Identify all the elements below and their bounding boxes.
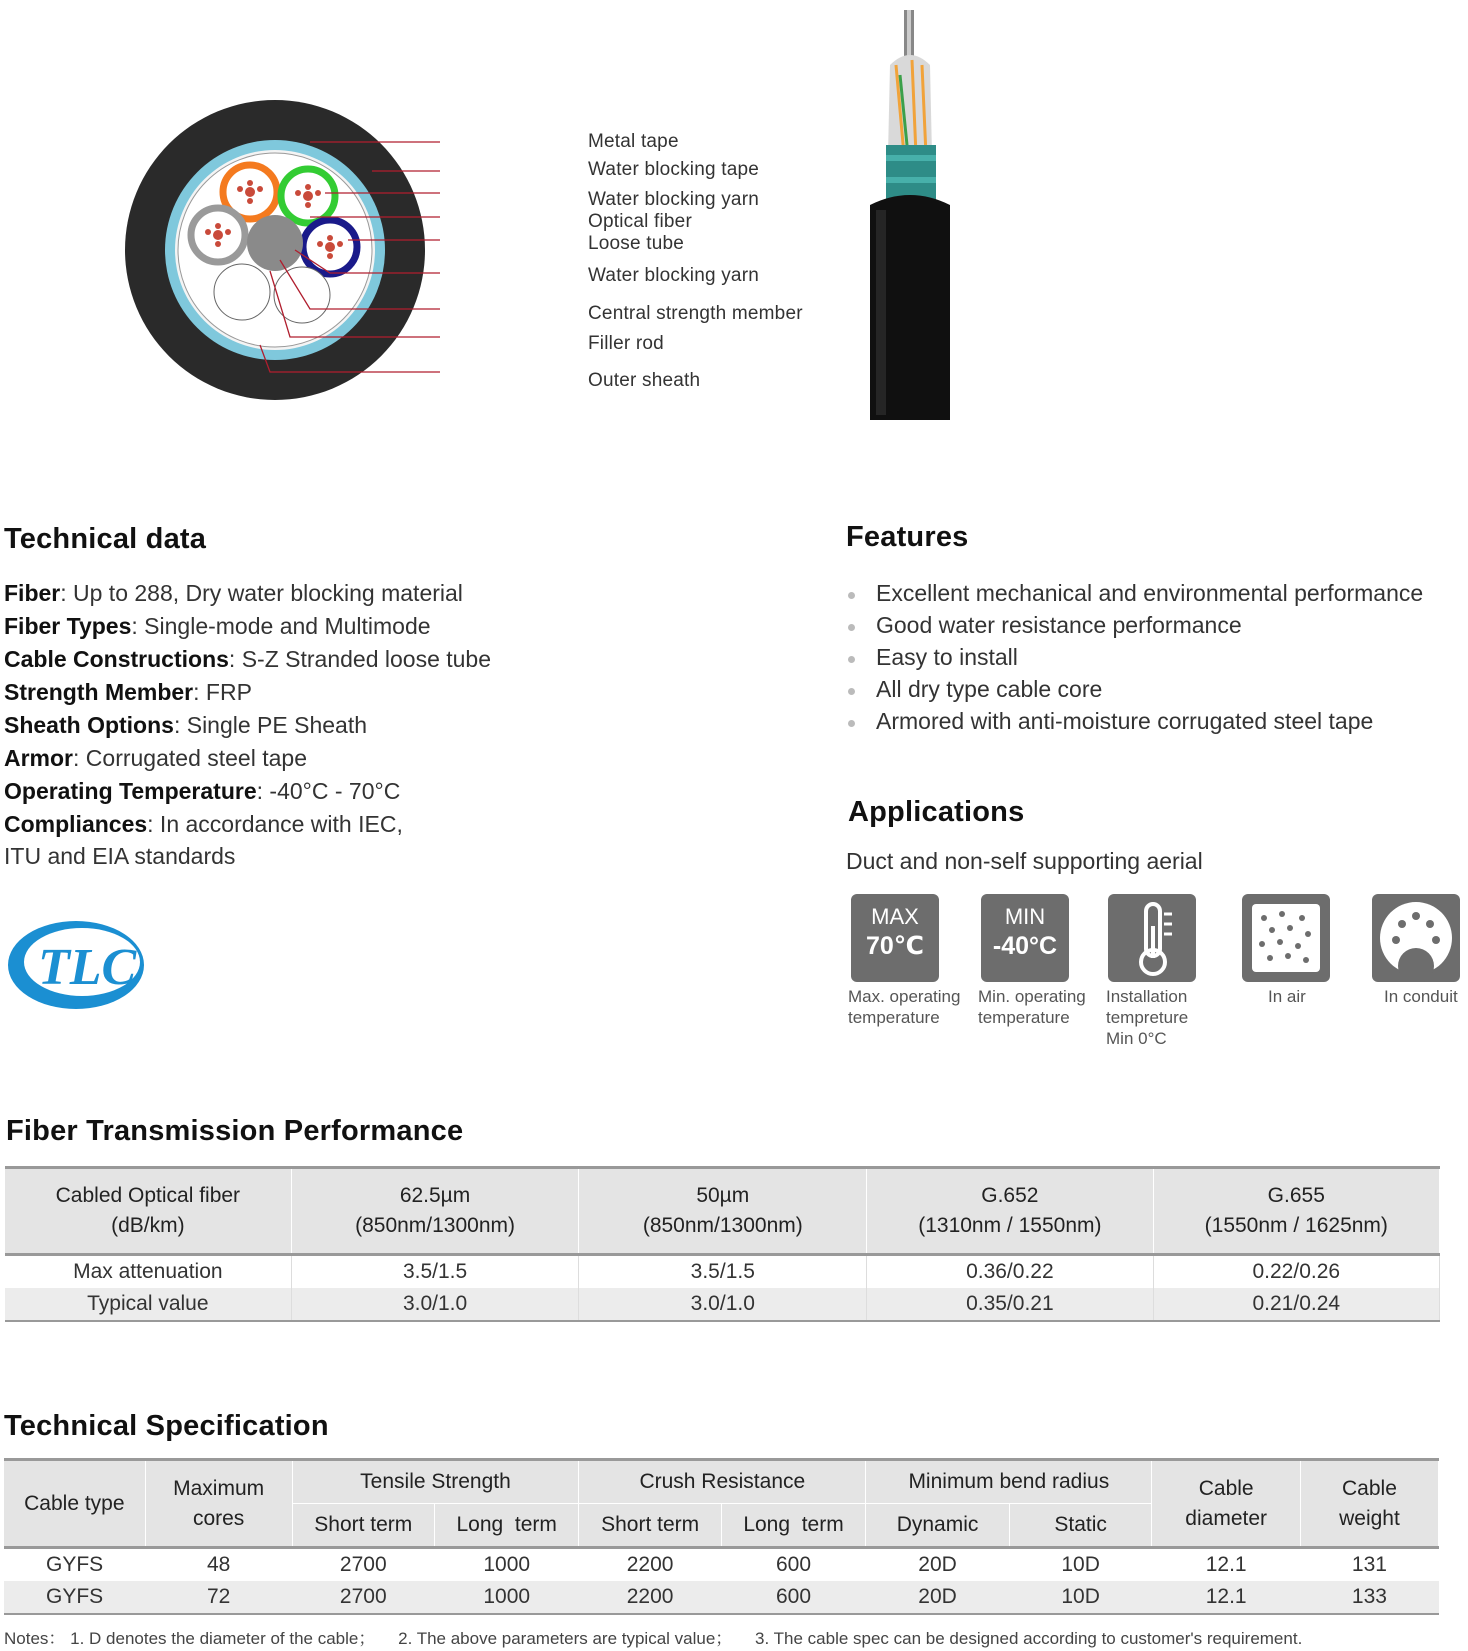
table-cell: 2200: [579, 1581, 721, 1614]
feature-text: Easy to install: [876, 644, 1018, 670]
bullet-icon: [848, 720, 855, 727]
bullet-icon: [848, 624, 855, 631]
in-conduit-svg: [1372, 894, 1460, 982]
cable-photo: [860, 5, 970, 425]
table-header: Cable weight: [1300, 1460, 1438, 1548]
installation-caption: Installation tempreture Min 0°C: [1106, 987, 1189, 1048]
table-cell: 0.35/0.21: [867, 1288, 1153, 1321]
tech-line-strength-member: [4, 679, 252, 706]
tech-value: : -40°C - 70°C: [256, 778, 401, 804]
tech-value: : S-Z Stranded loose tube: [228, 646, 492, 672]
icon-top-text: MIN: [1004, 904, 1046, 929]
logo-text: TLC: [38, 939, 137, 996]
min-temp-icon: [981, 894, 1069, 982]
max-temp-caption: Max. operating temperature: [848, 987, 961, 1027]
icon-top-text: MAX: [871, 904, 919, 929]
table-subheader: Dynamic: [866, 1504, 1010, 1548]
tech-line-compliances: [4, 811, 403, 838]
table-cell: 3.0/1.0: [291, 1288, 579, 1321]
thermometer-icon: [1108, 894, 1196, 982]
table-cell: 2700: [339, 1553, 387, 1576]
table-cell: Max attenuation: [5, 1255, 291, 1289]
diagram-label-water-blocking-yarn: Water blocking yarn: [588, 189, 759, 210]
table-cell: GYFS: [4, 1581, 145, 1614]
diagram-label-filler-rod: Filler rod: [588, 333, 664, 354]
table-cell: Typical value: [5, 1288, 291, 1321]
tech-key: Fiber Types: [4, 613, 132, 639]
tech-line-fiber-types: [4, 613, 431, 640]
table-cell: 3.0/1.0: [579, 1288, 867, 1321]
cable-photo-svg: [860, 5, 970, 425]
bullet-icon: [848, 656, 855, 663]
tech-value: : Single PE Sheath: [173, 712, 368, 738]
tech-key: Cable Constructions: [4, 646, 229, 672]
diagram-label-loose-tube: Loose tube: [588, 233, 685, 254]
table-cell: 3.5/1.5: [579, 1255, 867, 1289]
tech-line-operating-temperature: [4, 778, 400, 805]
table-cell: 12.1: [1152, 1581, 1300, 1614]
feature-text: All dry type cable core: [876, 676, 1103, 702]
table-cell: 1000: [435, 1581, 579, 1614]
table-header: Crush Resistance: [579, 1460, 866, 1504]
performance-title: Fiber Transmission Performance: [6, 1115, 464, 1147]
table-header-row: [5, 1168, 1440, 1255]
in-air-icon: [1242, 894, 1330, 982]
tech-line-armor: [4, 745, 307, 772]
table-header: G.652 (1310nm / 1550nm): [867, 1168, 1153, 1255]
table-header: 62.5µm (850nm/1300nm): [291, 1168, 579, 1255]
applications-title: Applications: [848, 796, 1025, 828]
tlc-logo: [6, 918, 146, 1012]
table-cell: 0.22/0.26: [1153, 1255, 1439, 1289]
min-temp-caption: Min. operating temperature: [978, 987, 1086, 1027]
tech-key: Fiber: [4, 580, 61, 606]
diagram-label-water-blocking-tape: Water blocking tape: [588, 159, 760, 180]
table-subheader: Short term: [579, 1504, 721, 1548]
tech-line-compliances-cont: ITU and EIA standards: [4, 843, 236, 869]
spec-title: Technical Specification: [4, 1410, 329, 1442]
table-subheader: Long term: [721, 1504, 865, 1548]
table-row: [4, 1581, 1439, 1614]
tech-key: Operating Temperature: [4, 778, 257, 804]
table-header: Cable diameter: [1152, 1460, 1300, 1548]
table-subheader: Long term: [435, 1504, 579, 1548]
tech-line-cable-constructions: [4, 646, 491, 673]
diagram-label-outer-sheath: Outer sheath: [588, 370, 701, 391]
table-header: Cable type: [4, 1460, 145, 1548]
notes: [4, 1624, 1320, 1649]
tech-key: Strength Member: [4, 679, 194, 705]
in-conduit-caption: In conduit: [1384, 987, 1458, 1006]
table-header-row: [4, 1460, 1439, 1504]
thermometer-svg: [1108, 894, 1196, 982]
note-2: 2. The above parameters are typical value；: [398, 1629, 733, 1648]
performance-table: [5, 1166, 1440, 1322]
tech-key: Armor: [4, 745, 74, 771]
table-cell: 1000: [483, 1553, 531, 1576]
cross-section-svg: [110, 85, 830, 415]
tech-value: : Up to 288, Dry water blocking material: [60, 580, 463, 606]
cable-cross-section-diagram: [110, 85, 830, 415]
table-subheader: Short term: [292, 1504, 434, 1548]
table-row: [5, 1255, 1440, 1289]
table-cell: 20D: [866, 1581, 1010, 1614]
table-cell: 20D: [918, 1553, 957, 1576]
table-cell: 600: [776, 1553, 812, 1576]
table-cell: 131: [1351, 1553, 1387, 1576]
feature-text: Good water resistance performance: [876, 612, 1242, 638]
note-3: 3. The cable spec can be designed according to customer's requirement.: [755, 1629, 1303, 1648]
icon-bottom-text: -40°C: [992, 932, 1058, 960]
table-cell: 133: [1300, 1581, 1438, 1614]
table-cell: 0.36/0.22: [867, 1255, 1153, 1289]
table-cell: 2700: [292, 1581, 434, 1614]
table-cell: GYFS: [45, 1553, 104, 1576]
spec-table: [4, 1458, 1439, 1615]
tech-value: : Corrugated steel tape: [73, 745, 307, 771]
diagram-label-central-strength-member: Central strength member: [588, 303, 803, 324]
table-header: Maximum cores: [145, 1460, 292, 1548]
tech-value: : In accordance with IEC,: [147, 811, 403, 837]
table-cell: 0.21/0.24: [1153, 1288, 1439, 1321]
table-header: 50µm (850nm/1300nm): [579, 1168, 867, 1255]
icon-bottom-text: 70℃: [865, 932, 925, 960]
table-cell: 3.5/1.5: [291, 1255, 579, 1289]
table-header: Cabled Optical fiber (dB/km): [5, 1168, 291, 1255]
tlc-logo-svg: [6, 918, 146, 1012]
in-air-svg: [1242, 894, 1330, 982]
table-cell: 12.1: [1205, 1553, 1247, 1576]
diagram-label-metal-tape: Metal tape: [588, 131, 679, 152]
tech-line-fiber: [4, 580, 463, 607]
tech-value: : FRP: [193, 679, 252, 705]
table-cell: 600: [721, 1581, 865, 1614]
features-title: Features: [846, 521, 969, 553]
tech-line-sheath-options: [4, 712, 367, 739]
technical-data-title: Technical data: [4, 523, 207, 555]
table-header: G.655 (1550nm / 1625nm): [1153, 1168, 1439, 1255]
feature-text: Armored with anti-moisture corrugated steel tape: [876, 708, 1374, 734]
in-air-caption: In air: [1268, 987, 1306, 1006]
table-row: [5, 1288, 1440, 1321]
tech-key: Compliances: [4, 811, 148, 837]
bullet-icon: [848, 592, 855, 599]
applications-text: Duct and non-self supporting aerial: [846, 848, 1203, 874]
table-cell: 48: [206, 1553, 231, 1576]
note-1: Notes： 1. D denotes the diameter of the cable；: [4, 1629, 376, 1648]
table-subheader: Static: [1009, 1504, 1152, 1548]
bullet-icon: [848, 688, 855, 695]
table-header: Tensile Strength: [292, 1460, 579, 1504]
table-row: [4, 1548, 1439, 1582]
feature-text: Excellent mechanical and environmental performance: [876, 580, 1424, 606]
table-header: Minimum bend radius: [866, 1460, 1152, 1504]
in-conduit-icon: [1372, 894, 1460, 982]
table-cell: 10D: [1009, 1581, 1152, 1614]
tech-value: : Single-mode and Multimode: [131, 613, 431, 639]
table-cell: 72: [145, 1581, 292, 1614]
diagram-label-optical-fiber: Optical fiber: [588, 211, 692, 232]
table-cell: 10D: [1061, 1553, 1100, 1576]
tech-key: Sheath Options: [4, 712, 174, 738]
max-temp-icon: [851, 894, 939, 982]
diagram-label-water-blocking-yarn-2: Water blocking yarn: [588, 265, 759, 286]
table-cell: 2200: [626, 1553, 674, 1576]
